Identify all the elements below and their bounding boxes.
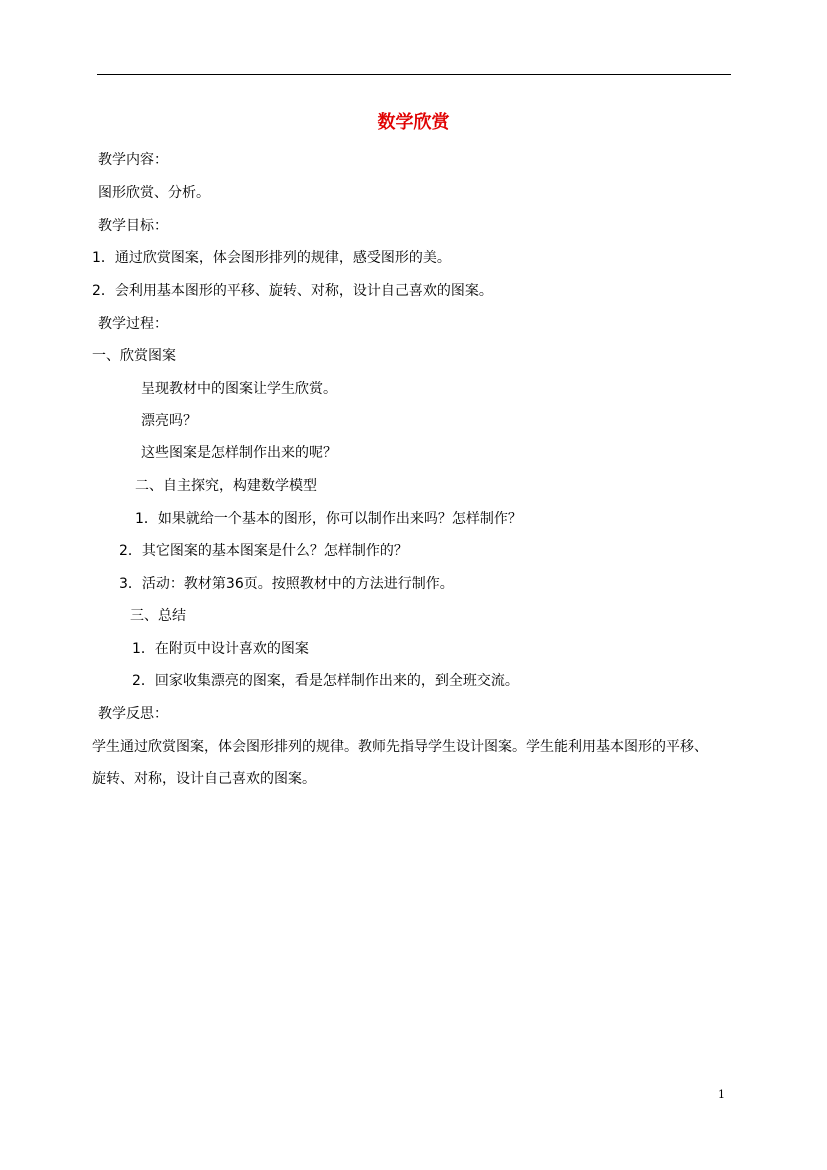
section-1-line-1: 呈现教材中的图案让学生欣赏。 (141, 381, 337, 397)
document-title: 数学欣赏 (377, 112, 450, 133)
section-3-heading: 三、总结 (130, 608, 186, 624)
section-2-item-1: 1．如果就给一个基本的图形，你可以制作出来吗？怎样制作？ (135, 511, 522, 527)
goal-item-2: 2．会利用基本图形的平移、旋转、对称，设计自己喜欢的图案。 (92, 283, 493, 299)
reflection-line-2: 旋转、对称，设计自己喜欢的图案。 (92, 771, 316, 787)
page-number: 1 (718, 1088, 725, 1101)
content-text: 图形欣赏、分析。 (98, 185, 210, 201)
section-2-item-3: 3．活动：教材第36页。按照教材中的方法进行制作。 (119, 576, 454, 592)
header-rule (97, 74, 731, 75)
section-1-heading: 一、欣赏图案 (92, 348, 176, 364)
section-1-line-3: 这些图案是怎样制作出来的呢？ (141, 445, 337, 461)
section-1-line-2: 漂亮吗？ (141, 413, 197, 429)
reflection-heading: 教学反思： (98, 706, 168, 722)
section-2-heading: 二、自主探究，构建数学模型 (135, 478, 317, 494)
section-3-item-2: 2．回家收集漂亮的图案，看是怎样制作出来的，到全班交流。 (132, 673, 519, 689)
goals-heading: 教学目标： (98, 218, 168, 234)
goal-item-1: 1．通过欣赏图案，体会图形排列的规律，感受图形的美。 (92, 250, 451, 266)
section-3-item-1: 1．在附页中设计喜欢的图案 (132, 641, 309, 657)
reflection-line-1: 学生通过欣赏图案，体会图形排列的规律。教师先指导学生设计图案。学生能利用基本图形的平移、 (92, 739, 708, 755)
section-2-item-2: 2．其它图案的基本图案是什么？怎样制作的？ (119, 543, 408, 559)
content-heading: 教学内容： (98, 152, 168, 168)
process-heading: 教学过程： (98, 316, 168, 332)
